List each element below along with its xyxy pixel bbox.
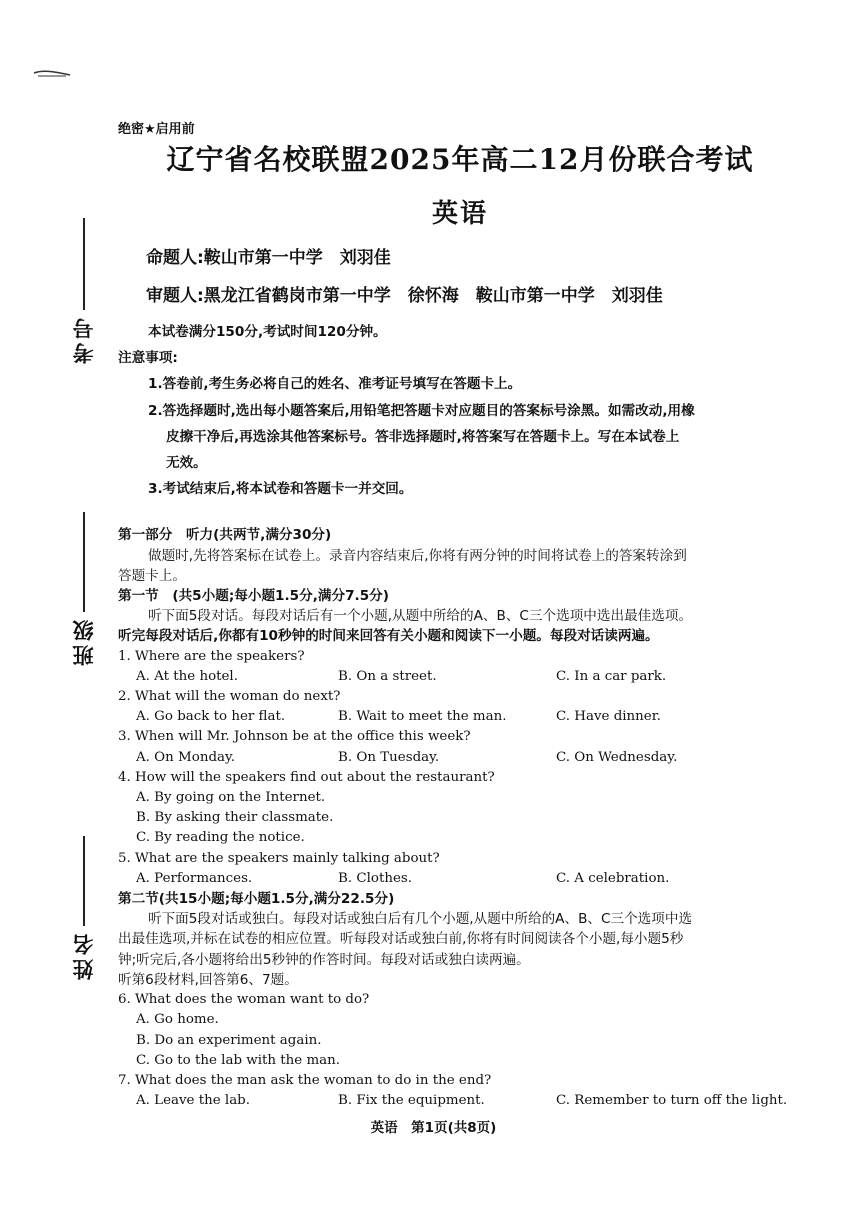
options-3: [118, 748, 788, 768]
option-2c[interactable]: C. Have dinner.: [556, 709, 661, 725]
option-3c[interactable]: C. On Wednesday.: [556, 749, 678, 765]
section1-instruction-2: 听完每段对话后,你都有10秒钟的时间来回答有关小题和阅读下一小题。每段对话读两遍。: [118, 628, 659, 645]
author-line: 命题人:鞍山市第一中学 刘羽佳: [146, 248, 391, 268]
option-3a[interactable]: A. On Monday.: [136, 749, 236, 765]
option-4c[interactable]: C. By reading the notice.: [136, 830, 305, 846]
exam-number-label: 考号: [72, 314, 96, 364]
option-6c[interactable]: C. Go to the lab with the man.: [136, 1052, 341, 1068]
notes-heading: 注意事项:: [118, 350, 178, 367]
options-2: [118, 707, 788, 727]
option-5c[interactable]: C. A celebration.: [556, 870, 670, 886]
reviewer-line: 审题人:黑龙江省鹤岗市第一中学 徐怀海 鞍山市第一中学 刘羽佳: [146, 286, 663, 306]
author-block: [146, 243, 663, 319]
name-field[interactable]: [64, 836, 104, 980]
score-time: 本试卷满分150分,考试时间120分钟。: [148, 324, 387, 340]
class-field[interactable]: [64, 512, 104, 666]
part1-instruction-2: 答题卡上。: [118, 567, 186, 584]
option-1b[interactable]: B. On a street.: [338, 668, 437, 684]
option-3b[interactable]: B. On Tuesday.: [338, 749, 440, 765]
note-3: 3.考试结束后,将本试卷和答题卡一并交回。: [148, 481, 413, 498]
exam-title: 辽宁省名校联盟2025年高二12月份联合考试: [166, 143, 754, 176]
question-4: 4. How will the speakers find out about the restaurant?: [118, 769, 495, 785]
class-label: 班级: [72, 616, 96, 666]
option-4a[interactable]: A. By going on the Internet.: [136, 790, 326, 806]
note-2-line-2: 皮擦干净后,再选涂其他答案标号。答非选择题时,将答案写在答题卡上。写在本试卷上: [166, 428, 680, 445]
option-6a[interactable]: A. Go home.: [136, 1012, 219, 1028]
note-2-line-1: 2.答选择题时,选出每小题答案后,用铅笔把答题卡对应题目的答案标号涂黑。如需改动,用橡: [148, 402, 695, 419]
class-line: [83, 512, 85, 612]
options-7: [118, 1091, 788, 1111]
confidential-label: 绝密★启用前: [118, 122, 195, 137]
option-4b[interactable]: B. By asking their classmate.: [136, 810, 334, 826]
note-1: 1.答卷前,考生务必将自己的姓名、准考证号填写在答题卡上。: [148, 376, 522, 393]
options-5: [118, 869, 788, 889]
name-label: 姓名: [72, 930, 96, 980]
question-2: 2. What will the woman do next?: [118, 689, 341, 705]
section2-instruction-1: 听下面5段对话或独白。每段对话或独白后有几个小题,从题中所给的A、B、C三个选项中选: [148, 911, 693, 928]
section1-heading: 第一节 (共5小题;每小题1.5分,满分7.5分): [118, 588, 389, 605]
option-1c[interactable]: C. In a car park.: [556, 668, 667, 684]
section1-instruction-1: 听下面5段对话。每段对话后有一个小题,从题中所给的A、B、C三个选项中选出最佳选项。: [148, 608, 693, 625]
subject-title: 英语: [431, 199, 488, 229]
options-1: [118, 667, 788, 687]
option-1a[interactable]: A. At the hotel.: [136, 668, 238, 684]
exam-number-field[interactable]: [64, 218, 104, 364]
section2-instruction-2: 出最佳选项,并标在试卷的相应位置。听每段对话或独白前,你将有时间阅读各个小题,每小题5秒: [118, 931, 684, 948]
question-3: 3. When will Mr. Johnson be at the office this week?: [118, 729, 471, 745]
question-5: 5. What are the speakers mainly talking about?: [118, 850, 440, 866]
exam-body: [118, 322, 788, 1111]
note-2-line-3: 无效。: [166, 455, 207, 472]
section2-instruction-3: 钟;听完后,各小题将给出5秒钟的作答时间。每段对话或独白读两遍。: [118, 951, 530, 968]
page-footer: 英语 第1页(共8页): [370, 1120, 497, 1136]
question-6: 6. What does the woman want to do?: [118, 992, 370, 1008]
name-line: [83, 836, 85, 926]
part1-heading: 第一部分 听力(共两节,满分30分): [118, 527, 332, 544]
option-2b[interactable]: B. Wait to meet the man.: [338, 709, 507, 725]
scan-corner-mark: [32, 68, 72, 80]
option-2a[interactable]: A. Go back to her flat.: [136, 709, 286, 725]
question-1: 1. Where are the speakers?: [118, 648, 305, 664]
material-6-prompt: 听第6段材料,回答第6、7题。: [118, 971, 298, 988]
option-5b[interactable]: B. Clothes.: [338, 870, 413, 886]
exam-number-line: [83, 218, 85, 310]
option-7b[interactable]: B. Fix the equipment.: [338, 1093, 485, 1109]
option-7c[interactable]: C. Remember to turn off the light.: [556, 1093, 788, 1109]
option-5a[interactable]: A. Performances.: [136, 870, 253, 886]
option-6b[interactable]: B. Do an experiment again.: [136, 1032, 322, 1048]
section2-heading: 第二节(共15小题;每小题1.5分,满分22.5分): [118, 891, 395, 908]
option-7a[interactable]: A. Leave the lab.: [136, 1093, 251, 1109]
question-7: 7. What does the man ask the woman to do in the end?: [118, 1072, 492, 1088]
part1-instruction-1: 做题时,先将答案标在试卷上。录音内容结束后,你将有两分钟的时间将试卷上的答案转涂到: [148, 547, 687, 564]
